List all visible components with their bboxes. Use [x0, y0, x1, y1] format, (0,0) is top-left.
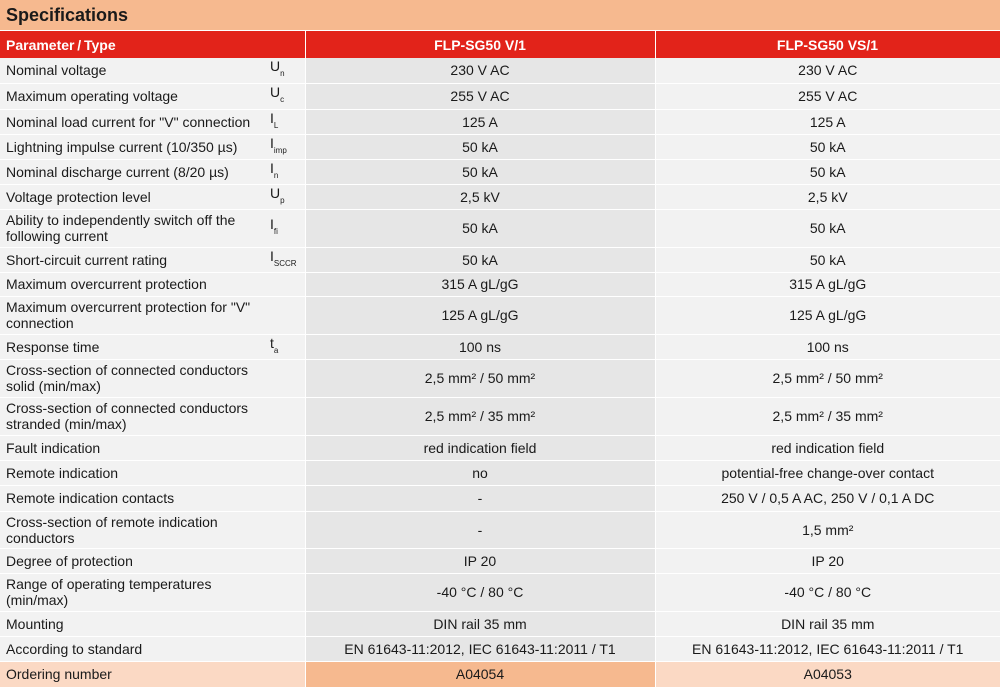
value-cell-v1: A04054: [305, 661, 655, 687]
param-cell: Degree of protection: [0, 548, 264, 573]
header-row: [0, 31, 1000, 58]
value-cell-vs1: DIN rail 35 mm: [655, 611, 1000, 636]
table-row: [0, 83, 1000, 109]
param-cell: Maximum overcurrent protection for "V" connection: [0, 296, 264, 334]
symbol-cell: [264, 611, 305, 636]
table-row: [0, 511, 1000, 548]
value-cell-v1: -: [305, 511, 655, 548]
param-cell: Fault indication: [0, 435, 264, 460]
table-row: [0, 460, 1000, 485]
value-cell-v1: -: [305, 485, 655, 511]
value-cell-vs1: 1,5 mm²: [655, 511, 1000, 548]
value-cell-vs1: 125 A gL/gG: [655, 296, 1000, 334]
table-row: [0, 435, 1000, 460]
param-cell: Nominal voltage: [0, 58, 264, 83]
value-cell-v1: 2,5 mm² / 35 mm²: [305, 397, 655, 435]
symbol: U: [270, 184, 281, 201]
table-row: [0, 359, 1000, 397]
value-cell-vs1: 315 A gL/gG: [655, 272, 1000, 296]
value-cell-vs1: 250 V / 0,5 A AC, 250 V / 0,1 A DC: [655, 485, 1000, 511]
symbol-cell: [264, 247, 305, 272]
table-row: [0, 58, 1000, 83]
spec-table-body: [0, 58, 1000, 687]
table-row: [0, 485, 1000, 511]
param-cell: Mounting: [0, 611, 264, 636]
symbol-cell: [264, 485, 305, 511]
param-cell: Cross-section of connected conductors solid (min/max): [0, 359, 264, 397]
table-row: [0, 661, 1000, 687]
param-cell: Nominal discharge current (8/20 µs): [0, 159, 264, 184]
value-cell-v1: 100 ns: [305, 334, 655, 359]
value-cell-v1: 255 V AC: [305, 83, 655, 109]
symbol: I: [270, 134, 274, 151]
param-cell: Remote indication: [0, 460, 264, 485]
symbol: U: [270, 58, 281, 75]
value-cell-vs1: 230 V AC: [655, 58, 1000, 83]
table-row: [0, 109, 1000, 134]
param-cell: Response time: [0, 334, 264, 359]
symbol-subscript: c: [280, 95, 285, 104]
symbol-cell: [264, 435, 305, 460]
param-cell: Remote indication contacts: [0, 485, 264, 511]
symbol-subscript: fi: [273, 227, 278, 236]
symbol-cell: [264, 83, 305, 109]
header-col-v1: FLP-SG50 V/1: [305, 31, 655, 58]
param-cell: According to standard: [0, 636, 264, 661]
symbol-cell: [264, 296, 305, 334]
symbol-cell: [264, 334, 305, 359]
table-row: [0, 159, 1000, 184]
value-cell-v1: 230 V AC: [305, 58, 655, 83]
table-row: [0, 334, 1000, 359]
value-cell-v1: 50 kA: [305, 159, 655, 184]
page-title: Specifications: [0, 0, 1000, 31]
table-row: [0, 134, 1000, 159]
symbol-subscript: SCCR: [273, 258, 297, 268]
value-cell-vs1: 50 kA: [655, 209, 1000, 247]
value-cell-v1: DIN rail 35 mm: [305, 611, 655, 636]
symbol-cell: [264, 134, 305, 159]
table-row: [0, 636, 1000, 661]
value-cell-v1: EN 61643-11:2012, IEC 61643-11:2011 / T1: [305, 636, 655, 661]
value-cell-v1: IP 20: [305, 548, 655, 573]
param-cell: Maximum operating voltage: [0, 83, 264, 109]
symbol: I: [270, 159, 274, 176]
param-cell: Short-circuit current rating: [0, 247, 264, 272]
value-cell-v1: -40 °C / 80 °C: [305, 573, 655, 611]
value-cell-v1: 125 A gL/gG: [305, 296, 655, 334]
symbol-subscript: L: [273, 120, 279, 130]
value-cell-v1: 2,5 kV: [305, 184, 655, 209]
symbol-cell: [264, 636, 305, 661]
symbol-cell: [264, 209, 305, 247]
symbol-subscript: a: [273, 345, 279, 355]
table-row: [0, 573, 1000, 611]
symbol: t: [270, 334, 274, 351]
value-cell-vs1: 100 ns: [655, 334, 1000, 359]
symbol-subscript: n: [280, 69, 285, 79]
param-cell: Cross-section of connected conductors stranded (min/max): [0, 397, 264, 435]
value-cell-v1: 50 kA: [305, 209, 655, 247]
table-row: [0, 548, 1000, 573]
value-cell-vs1: 50 kA: [655, 247, 1000, 272]
value-cell-vs1: 2,5 mm² / 35 mm²: [655, 397, 1000, 435]
value-cell-vs1: red indication field: [655, 435, 1000, 460]
table-row: [0, 209, 1000, 247]
value-cell-v1: 125 A: [305, 109, 655, 134]
value-cell-vs1: 255 V AC: [655, 83, 1000, 109]
symbol: I: [270, 247, 274, 264]
symbol-subscript: imp: [273, 145, 287, 155]
table-row: [0, 296, 1000, 334]
symbol: U: [270, 84, 281, 100]
param-cell: Nominal load current for "V" connection: [0, 109, 264, 134]
value-cell-vs1: 50 kA: [655, 134, 1000, 159]
value-cell-v1: no: [305, 460, 655, 485]
param-cell: Range of operating temperatures (min/max): [0, 573, 264, 611]
param-cell: Ordering number: [0, 661, 264, 687]
symbol-cell: [264, 109, 305, 134]
symbol-subscript: n: [273, 170, 279, 180]
param-cell: Voltage protection level: [0, 184, 264, 209]
header-parameter: Parameter / Type: [0, 31, 305, 58]
symbol-cell: [264, 511, 305, 548]
symbol-cell: [264, 661, 305, 687]
table-row: [0, 247, 1000, 272]
header-col-vs1: FLP-SG50 VS/1: [655, 31, 1000, 58]
table-row: [0, 611, 1000, 636]
symbol-cell: [264, 460, 305, 485]
symbol-cell: [264, 573, 305, 611]
symbol: I: [270, 216, 274, 232]
spec-table: [0, 31, 1000, 688]
value-cell-vs1: -40 °C / 80 °C: [655, 573, 1000, 611]
value-cell-vs1: IP 20: [655, 548, 1000, 573]
symbol-cell: [264, 272, 305, 296]
table-row: [0, 272, 1000, 296]
value-cell-vs1: 50 kA: [655, 159, 1000, 184]
param-cell: Ability to independently switch off the following current: [0, 209, 264, 247]
symbol-cell: [264, 397, 305, 435]
table-row: [0, 184, 1000, 209]
symbol-cell: [264, 184, 305, 209]
param-cell: Lightning impulse current (10/350 µs): [0, 134, 264, 159]
value-cell-vs1: 125 A: [655, 109, 1000, 134]
value-cell-vs1: 2,5 mm² / 50 mm²: [655, 359, 1000, 397]
symbol-cell: [264, 58, 305, 83]
value-cell-v1: red indication field: [305, 435, 655, 460]
symbol-cell: [264, 548, 305, 573]
value-cell-v1: 315 A gL/gG: [305, 272, 655, 296]
value-cell-v1: 50 kA: [305, 247, 655, 272]
value-cell-vs1: potential-free change-over contact: [655, 460, 1000, 485]
value-cell-vs1: EN 61643-11:2012, IEC 61643-11:2011 / T1: [655, 636, 1000, 661]
value-cell-vs1: A04053: [655, 661, 1000, 687]
symbol-cell: [264, 359, 305, 397]
param-cell: Cross-section of remote indication conductors: [0, 511, 264, 548]
value-cell-v1: 50 kA: [305, 134, 655, 159]
param-cell: Maximum overcurrent protection: [0, 272, 264, 296]
symbol-subscript: p: [280, 195, 285, 205]
table-row: [0, 397, 1000, 435]
value-cell-vs1: 2,5 kV: [655, 184, 1000, 209]
symbol-cell: [264, 159, 305, 184]
value-cell-v1: 2,5 mm² / 50 mm²: [305, 359, 655, 397]
symbol: I: [270, 109, 274, 126]
